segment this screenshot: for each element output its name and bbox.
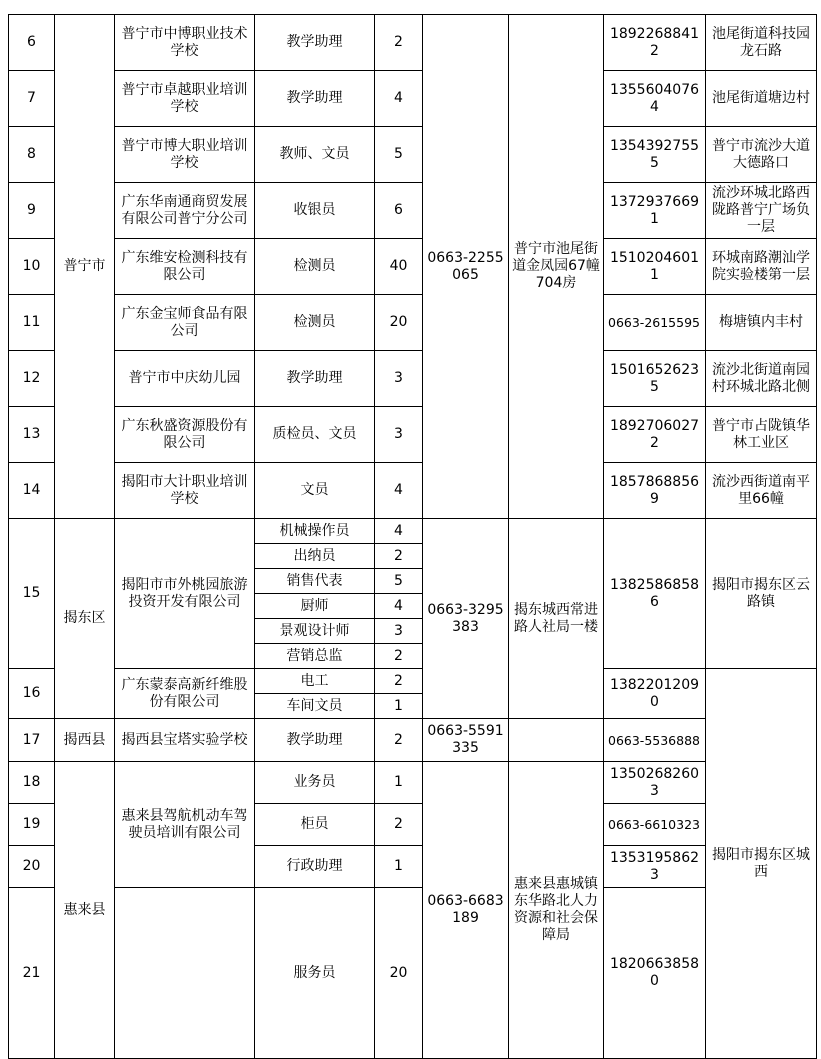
row-number: 21 xyxy=(9,888,55,1059)
row-number: 10 xyxy=(9,239,55,295)
row-number: 20 xyxy=(9,846,55,888)
count-cell: 3 xyxy=(375,407,423,463)
office-phone-cell: 0663-6683189 xyxy=(423,762,509,1059)
count-cell: 2 xyxy=(375,719,423,762)
position-cell: 业务员 xyxy=(255,762,375,804)
company-cell: 揭西县宝塔实验学校 xyxy=(115,719,255,762)
phone-cell: 18927060272 xyxy=(604,407,706,463)
company-cell: 广东维安检测科技有限公司 xyxy=(115,239,255,295)
table-row xyxy=(9,183,817,239)
row-number: 19 xyxy=(9,804,55,846)
table-row xyxy=(9,463,817,519)
count-cell: 40 xyxy=(375,239,423,295)
position-cell: 质检员、文员 xyxy=(255,407,375,463)
phone-cell: 18922688412 xyxy=(604,15,706,71)
position-cell: 景观设计师 xyxy=(255,619,375,644)
table-row xyxy=(9,762,817,804)
row-number: 13 xyxy=(9,407,55,463)
position-cell: 教学助理 xyxy=(255,15,375,71)
company-cell: 普宁市中庆幼儿园 xyxy=(115,351,255,407)
phone-cell: 13531958623 xyxy=(604,846,706,888)
count-cell: 2 xyxy=(375,804,423,846)
count-cell: 2 xyxy=(375,644,423,669)
table-row xyxy=(9,351,817,407)
row-number: 18 xyxy=(9,762,55,804)
count-cell: 2 xyxy=(375,669,423,694)
count-cell: 3 xyxy=(375,619,423,644)
position-cell: 车间文员 xyxy=(255,694,375,719)
count-cell: 5 xyxy=(375,127,423,183)
position-cell: 教学助理 xyxy=(255,719,375,762)
table-row xyxy=(9,15,817,71)
row-number: 9 xyxy=(9,183,55,239)
position-cell: 机械操作员 xyxy=(255,519,375,544)
office-address-cell xyxy=(509,719,604,762)
count-cell: 4 xyxy=(375,519,423,544)
position-cell: 销售代表 xyxy=(255,569,375,594)
row-number: 15 xyxy=(9,519,55,669)
table-row xyxy=(9,519,817,544)
address-cell: 池尾街道塘边村 xyxy=(706,71,817,127)
district-cell: 揭东区 xyxy=(55,519,115,719)
address-cell: 普宁市流沙大道大德路口 xyxy=(706,127,817,183)
company-cell: 广东金宝师食品有限公司 xyxy=(115,295,255,351)
company-cell: 广东秋盛资源股份有限公司 xyxy=(115,407,255,463)
row-number: 6 xyxy=(9,15,55,71)
office-phone-cell: 0663-5591335 xyxy=(423,719,509,762)
office-address-cell: 惠来县惠城镇东华路北人力资源和社会保障局 xyxy=(509,762,604,1059)
company-cell xyxy=(115,888,255,1059)
row-number: 12 xyxy=(9,351,55,407)
phone-cell: 0663-2615595 xyxy=(604,295,706,351)
phone-cell: 0663-5536888 xyxy=(604,719,706,762)
row-number: 11 xyxy=(9,295,55,351)
office-address-cell: 揭东城西常进路人社局一楼 xyxy=(509,519,604,719)
address-cell: 普宁市占陇镇华林工业区 xyxy=(706,407,817,463)
company-cell: 普宁市博大职业培训学校 xyxy=(115,127,255,183)
district-cell: 揭西县 xyxy=(55,719,115,762)
office-phone-cell: 0663-3295383 xyxy=(423,519,509,719)
position-cell: 检测员 xyxy=(255,239,375,295)
row-number: 14 xyxy=(9,463,55,519)
position-cell: 服务员 xyxy=(255,888,375,1059)
office-address-cell: 普宁市池尾街道金凤园67幢704房 xyxy=(509,15,604,519)
address-cell: 流沙西街道南平里66幢 xyxy=(706,463,817,519)
row-number: 16 xyxy=(9,669,55,719)
company-cell: 普宁市卓越职业培训学校 xyxy=(115,71,255,127)
company-cell: 惠来县驾航机动车驾驶员培训有限公司 xyxy=(115,762,255,888)
position-cell: 行政助理 xyxy=(255,846,375,888)
count-cell: 3 xyxy=(375,351,423,407)
address-cell: 流沙北街道南园村环城北路北侧 xyxy=(706,351,817,407)
phone-cell: 0663-6610323 xyxy=(604,804,706,846)
phone-cell: 13729376691 xyxy=(604,183,706,239)
company-cell: 广东华南通商贸发展有限公司普宁分公司 xyxy=(115,183,255,239)
phone-cell: 13502682603 xyxy=(604,762,706,804)
district-cell: 普宁市 xyxy=(55,15,115,519)
position-cell: 柜员 xyxy=(255,804,375,846)
count-cell: 2 xyxy=(375,544,423,569)
table-row xyxy=(9,888,817,1059)
office-phone-cell: 0663-2255065 xyxy=(423,15,509,519)
position-cell: 检测员 xyxy=(255,295,375,351)
address-cell: 揭阳市揭东区云路镇 xyxy=(706,519,817,669)
count-cell: 6 xyxy=(375,183,423,239)
count-cell: 4 xyxy=(375,594,423,619)
table-row xyxy=(9,127,817,183)
count-cell: 4 xyxy=(375,71,423,127)
count-cell: 1 xyxy=(375,694,423,719)
phone-cell: 18206638580 xyxy=(604,888,706,1059)
phone-cell: 13556040764 xyxy=(604,71,706,127)
position-cell: 教学助理 xyxy=(255,71,375,127)
address-cell: 梅塘镇内丰村 xyxy=(706,295,817,351)
address-cell: 揭阳市揭东区城西 xyxy=(706,669,817,1059)
phone-cell: 15016526235 xyxy=(604,351,706,407)
address-cell: 流沙环城北路西陇路普宁广场负一层 xyxy=(706,183,817,239)
position-cell: 收银员 xyxy=(255,183,375,239)
count-cell: 2 xyxy=(375,15,423,71)
position-cell: 文员 xyxy=(255,463,375,519)
count-cell: 1 xyxy=(375,762,423,804)
position-cell: 厨师 xyxy=(255,594,375,619)
position-cell: 电工 xyxy=(255,669,375,694)
row-number: 17 xyxy=(9,719,55,762)
count-cell: 5 xyxy=(375,569,423,594)
row-number: 7 xyxy=(9,71,55,127)
position-cell: 出纳员 xyxy=(255,544,375,569)
table-row xyxy=(9,407,817,463)
count-cell: 20 xyxy=(375,888,423,1059)
address-cell: 池尾街道科技园龙石路 xyxy=(706,15,817,71)
company-cell: 广东蒙泰高新纤维股份有限公司 xyxy=(115,669,255,719)
table-row xyxy=(9,295,817,351)
table-row xyxy=(9,239,817,295)
district-cell: 惠来县 xyxy=(55,762,115,1059)
table-row xyxy=(9,669,817,694)
position-cell: 营销总监 xyxy=(255,644,375,669)
row-number: 8 xyxy=(9,127,55,183)
company-cell: 普宁市中博职业技术学校 xyxy=(115,15,255,71)
position-cell: 教学助理 xyxy=(255,351,375,407)
count-cell: 4 xyxy=(375,463,423,519)
job-listing-table xyxy=(8,14,817,1059)
table-row xyxy=(9,719,817,762)
phone-cell: 15102046011 xyxy=(604,239,706,295)
company-cell: 揭阳市大计职业培训学校 xyxy=(115,463,255,519)
company-cell: 揭阳市市外桃园旅游投资开发有限公司 xyxy=(115,519,255,669)
phone-cell: 13543927555 xyxy=(604,127,706,183)
count-cell: 20 xyxy=(375,295,423,351)
phone-cell: 18578688569 xyxy=(604,463,706,519)
position-cell: 教师、文员 xyxy=(255,127,375,183)
phone-cell: 13822012090 xyxy=(604,669,706,719)
address-cell: 环城南路潮汕学院实验楼第一层 xyxy=(706,239,817,295)
count-cell: 1 xyxy=(375,846,423,888)
table-row xyxy=(9,71,817,127)
phone-cell: 13825868586 xyxy=(604,519,706,669)
